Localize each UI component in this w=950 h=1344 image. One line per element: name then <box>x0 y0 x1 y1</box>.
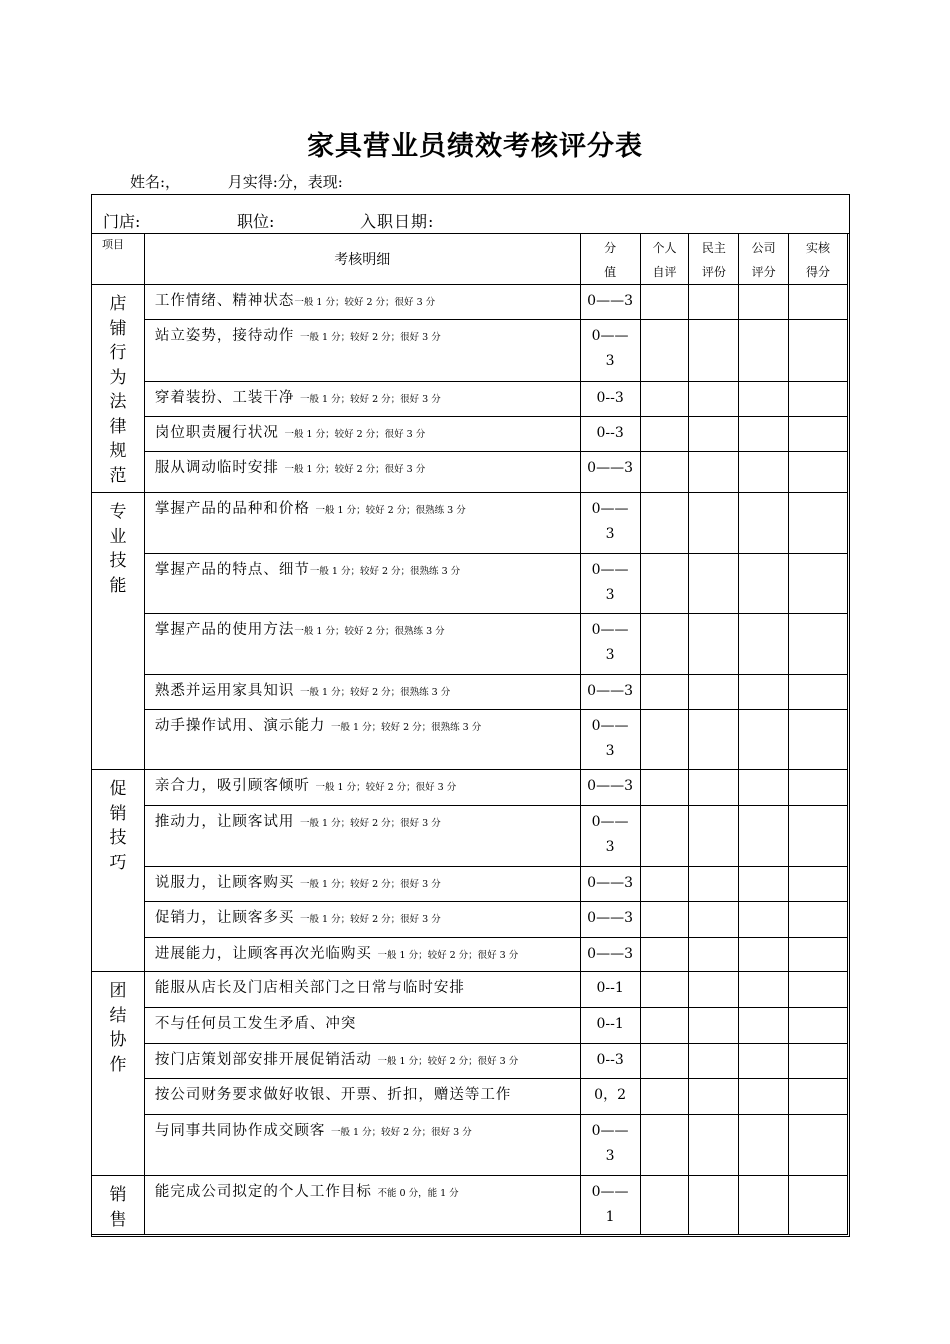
score-range: 0--3 <box>580 1044 640 1079</box>
democratic-eval-cell[interactable] <box>689 972 739 1008</box>
company-eval-cell[interactable] <box>739 382 789 417</box>
category-label: 专 业 技 能 <box>92 493 145 770</box>
company-eval-cell[interactable] <box>739 675 789 710</box>
self-eval-cell[interactable] <box>640 1044 689 1079</box>
criteria-description: 掌握产品的品种和价格 一般 1 分；较好 2 分；很熟练 3 分 <box>144 493 580 554</box>
score-range: 0—— 3 <box>580 554 640 614</box>
score-range: 0--3 <box>580 417 640 452</box>
criteria-description: 能完成公司拟定的个人工作目标 不能 0 分，能 1 分 <box>144 1176 580 1235</box>
table-row <box>92 382 848 417</box>
table-row <box>92 1176 848 1235</box>
self-eval-cell[interactable] <box>640 614 689 675</box>
actual-score-cell[interactable] <box>789 1115 848 1176</box>
democratic-eval-cell[interactable] <box>689 452 739 493</box>
self-eval-cell[interactable] <box>640 452 689 493</box>
table-row <box>92 938 848 972</box>
criteria-description: 推动力，让顾客试用 一般 1 分；较好 2 分；很好 3 分 <box>144 806 580 867</box>
self-eval-cell[interactable] <box>640 554 689 614</box>
evaluation-sheet <box>91 194 850 1237</box>
criteria-description: 按公司财务要求做好收银、开票、折扣，赠送等工作 <box>144 1079 580 1115</box>
self-eval-cell[interactable] <box>640 493 689 554</box>
democratic-eval-cell[interactable] <box>689 770 739 806</box>
company-eval-cell[interactable] <box>739 902 789 938</box>
criteria-description: 穿着装扮、工装干净 一般 1 分；较好 2 分；很好 3 分 <box>144 382 580 417</box>
scoring-note: 一般 1 分；较好 2 分；很好 3 分 <box>284 429 426 440</box>
table-row <box>92 417 848 452</box>
actual-score-cell[interactable] <box>789 806 848 867</box>
actual-score-cell[interactable] <box>789 770 848 806</box>
employee-info-line: 姓名:， 月实得:分，表现: <box>130 173 343 191</box>
header-project: 项目 <box>92 234 145 285</box>
table-row <box>92 806 848 867</box>
scoring-note: 一般 1 分；较好 2 分；很好 3 分 <box>299 914 441 925</box>
criteria-description: 不与任何员工发生矛盾、冲突 <box>144 1008 580 1044</box>
actual-score-cell[interactable] <box>789 285 848 320</box>
scoring-note: 一般 1 分；较好 2 分；很好 3 分 <box>315 782 457 793</box>
header-row <box>92 234 848 285</box>
democratic-eval-cell[interactable] <box>689 902 739 938</box>
category-label: 店 铺 行 为 法 律 规 范 <box>92 285 145 493</box>
self-eval-cell[interactable] <box>640 902 689 938</box>
score-range: 0—— 3 <box>580 320 640 382</box>
democratic-eval-cell[interactable] <box>689 614 739 675</box>
democratic-eval-cell[interactable] <box>689 675 739 710</box>
actual-score-cell[interactable] <box>789 452 848 493</box>
table-row <box>92 770 848 806</box>
score-range: 0—— 3 <box>580 1115 640 1176</box>
democratic-eval-cell[interactable] <box>689 1008 739 1044</box>
company-eval-cell[interactable] <box>739 493 789 554</box>
democratic-eval-cell[interactable] <box>689 1176 739 1235</box>
criteria-description: 促销力，让顾客多买 一般 1 分；较好 2 分；很好 3 分 <box>144 902 580 938</box>
democratic-eval-cell[interactable] <box>689 867 739 902</box>
score-range: 0——3 <box>580 770 640 806</box>
actual-score-cell[interactable] <box>789 614 848 675</box>
self-eval-cell[interactable] <box>640 285 689 320</box>
company-eval-cell[interactable] <box>739 972 789 1008</box>
header-company-eval: 公司 评分 <box>739 234 789 285</box>
score-range: 0——3 <box>580 902 640 938</box>
table-row <box>92 320 848 382</box>
score-range: 0—— 1 <box>580 1176 640 1235</box>
self-eval-cell[interactable] <box>640 675 689 710</box>
criteria-description: 动手操作试用、演示能力 一般 1 分；较好 2 分；很熟练 3 分 <box>144 710 580 770</box>
self-eval-cell[interactable] <box>640 938 689 972</box>
scoring-note: 一般 1 分；较好 2 分；很好 3 分 <box>284 464 426 475</box>
scoring-note: 一般 1 分；较好 2 分；很好 3 分 <box>299 332 441 343</box>
democratic-eval-cell[interactable] <box>689 1115 739 1176</box>
democratic-eval-cell[interactable] <box>689 710 739 770</box>
democratic-eval-cell[interactable] <box>689 1079 739 1115</box>
actual-score-cell[interactable] <box>789 320 848 382</box>
criteria-description: 服从调动临时安排 一般 1 分；较好 2 分；很好 3 分 <box>144 452 580 493</box>
scoring-note: 一般 1 分；较好 2 分；很熟练 3 分 <box>299 687 451 698</box>
actual-score-cell[interactable] <box>789 867 848 902</box>
actual-score-cell[interactable] <box>789 938 848 972</box>
democratic-eval-cell[interactable] <box>689 417 739 452</box>
criteria-description: 岗位职责履行状况 一般 1 分；较好 2 分；很好 3 分 <box>144 417 580 452</box>
company-eval-cell[interactable] <box>739 770 789 806</box>
democratic-eval-cell[interactable] <box>689 806 739 867</box>
scoring-note: 不能 0 分，能 1 分 <box>377 1188 459 1199</box>
company-eval-cell[interactable] <box>739 1044 789 1079</box>
table-row <box>92 1044 848 1079</box>
header-detail: 考核明细 <box>144 234 580 285</box>
company-eval-cell[interactable] <box>739 452 789 493</box>
democratic-eval-cell[interactable] <box>689 320 739 382</box>
scoring-note: 一般 1 分；较好 2 分；很好 3 分 <box>330 1127 472 1138</box>
scoring-note: 一般 1 分；较好 2 分；很好 3 分 <box>299 394 441 405</box>
self-eval-cell[interactable] <box>640 806 689 867</box>
table-row <box>92 1079 848 1115</box>
table-row <box>92 972 848 1008</box>
self-eval-cell[interactable] <box>640 710 689 770</box>
header-score: 分 值 <box>580 234 640 285</box>
table-row <box>92 902 848 938</box>
scoring-note: 一般 1 分；较好 2 分；很好 3 分 <box>377 950 519 961</box>
scoring-note: 一般 1 分；较好 2 分；很好 3 分 <box>299 879 441 890</box>
scoring-note: 一般 1 分；较好 2 分；很熟练 3 分 <box>315 505 466 516</box>
table-row <box>92 285 848 320</box>
actual-score-cell[interactable] <box>789 1044 848 1079</box>
header-self-eval: 个人 自评 <box>640 234 689 285</box>
self-eval-cell[interactable] <box>640 1115 689 1176</box>
table-row <box>92 614 848 675</box>
criteria-description: 按门店策划部安排开展促销活动 一般 1 分；较好 2 分；很好 3 分 <box>144 1044 580 1079</box>
democratic-eval-cell[interactable] <box>689 938 739 972</box>
actual-score-cell[interactable] <box>789 902 848 938</box>
company-eval-cell[interactable] <box>739 614 789 675</box>
democratic-eval-cell[interactable] <box>689 285 739 320</box>
company-eval-cell[interactable] <box>739 285 789 320</box>
actual-score-cell[interactable] <box>789 417 848 452</box>
actual-score-cell[interactable] <box>789 972 848 1008</box>
table-row <box>92 1115 848 1176</box>
criteria-description: 熟悉并运用家具知识 一般 1 分；较好 2 分；很熟练 3 分 <box>144 675 580 710</box>
company-eval-cell[interactable] <box>739 554 789 614</box>
score-range: 0—— 3 <box>580 710 640 770</box>
scoring-note: 一般 1 分；较好 2 分；很好 3 分 <box>294 297 436 308</box>
criteria-description: 与同事共同协作成交顾客 一般 1 分；较好 2 分；很好 3 分 <box>144 1115 580 1176</box>
self-eval-cell[interactable] <box>640 1008 689 1044</box>
democratic-eval-cell[interactable] <box>689 554 739 614</box>
self-eval-cell[interactable] <box>640 320 689 382</box>
democratic-eval-cell[interactable] <box>689 493 739 554</box>
scoring-note: 一般 1 分；较好 2 分；很熟练 3 分 <box>294 626 445 637</box>
table-row <box>92 675 848 710</box>
hire-date-label: 入职日期: <box>360 212 435 231</box>
self-eval-cell[interactable] <box>640 382 689 417</box>
score-range: 0—— 3 <box>580 806 640 867</box>
self-eval-cell[interactable] <box>640 417 689 452</box>
table-row <box>92 1008 848 1044</box>
criteria-description: 亲合力，吸引顾客倾听 一般 1 分；较好 2 分；很好 3 分 <box>144 770 580 806</box>
meta-row <box>92 195 849 234</box>
criteria-description: 工作情绪、精神状态一般 1 分；较好 2 分；很好 3 分 <box>144 285 580 320</box>
self-eval-cell[interactable] <box>640 1176 689 1235</box>
score-range: 0——3 <box>580 675 640 710</box>
criteria-description: 能服从店长及门店相关部门之日常与临时安排 <box>144 972 580 1008</box>
company-eval-cell[interactable] <box>739 710 789 770</box>
company-eval-cell[interactable] <box>739 320 789 382</box>
company-eval-cell[interactable] <box>739 1079 789 1115</box>
scoring-note: 一般 1 分；较好 2 分；很熟练 3 分 <box>330 722 482 733</box>
company-eval-cell[interactable] <box>739 417 789 452</box>
criteria-description: 掌握产品的使用方法一般 1 分；较好 2 分；很熟练 3 分 <box>144 614 580 675</box>
score-range: 0，2 <box>580 1079 640 1115</box>
company-eval-cell[interactable] <box>739 1008 789 1044</box>
actual-score-cell[interactable] <box>789 382 848 417</box>
actual-score-cell[interactable] <box>789 1079 848 1115</box>
header-democratic-eval: 民主 评份 <box>689 234 739 285</box>
score-range: 0--3 <box>580 382 640 417</box>
scoring-note: 一般 1 分；较好 2 分；很好 3 分 <box>299 818 441 829</box>
score-range: 0——3 <box>580 285 640 320</box>
democratic-eval-cell[interactable] <box>689 382 739 417</box>
score-range: 0——3 <box>580 867 640 902</box>
page-title: 家具营业员绩效考核评分表 <box>307 131 643 162</box>
score-range: 0——3 <box>580 938 640 972</box>
criteria-description: 掌握产品的特点、细节一般 1 分；较好 2 分；很熟练 3 分 <box>144 554 580 614</box>
criteria-description: 站立姿势，接待动作 一般 1 分；较好 2 分；很好 3 分 <box>144 320 580 382</box>
actual-score-cell[interactable] <box>789 493 848 554</box>
header-actual-score: 实核 得分 <box>789 234 848 285</box>
company-eval-cell[interactable] <box>739 806 789 867</box>
self-eval-cell[interactable] <box>640 867 689 902</box>
category-label: 销 售 <box>92 1176 145 1235</box>
actual-score-cell[interactable] <box>789 1176 848 1235</box>
position-label: 职位: <box>237 212 275 231</box>
score-range: 0--1 <box>580 972 640 1008</box>
table-row <box>92 493 848 554</box>
score-range: 0—— 3 <box>580 614 640 675</box>
score-range: 0—— 3 <box>580 493 640 554</box>
actual-score-cell[interactable] <box>789 675 848 710</box>
score-range: 0--1 <box>580 1008 640 1044</box>
scoring-note: 一般 1 分；较好 2 分；很熟练 3 分 <box>309 566 461 577</box>
score-range: 0——3 <box>580 452 640 493</box>
criteria-description: 进展能力，让顾客再次光临购买 一般 1 分；较好 2 分；很好 3 分 <box>144 938 580 972</box>
category-label: 团 结 协 作 <box>92 972 145 1176</box>
self-eval-cell[interactable] <box>640 1079 689 1115</box>
criteria-description: 说服力，让顾客购买 一般 1 分；较好 2 分；很好 3 分 <box>144 867 580 902</box>
scoring-note: 一般 1 分；较好 2 分；很好 3 分 <box>377 1056 519 1067</box>
self-eval-cell[interactable] <box>640 770 689 806</box>
category-label: 促 销 技 巧 <box>92 770 145 972</box>
company-eval-cell[interactable] <box>739 867 789 902</box>
company-eval-cell[interactable] <box>739 1115 789 1176</box>
table-row <box>92 554 848 614</box>
company-eval-cell[interactable] <box>739 938 789 972</box>
evaluation-table <box>91 233 848 1235</box>
table-row <box>92 867 848 902</box>
table-row <box>92 710 848 770</box>
actual-score-cell[interactable] <box>789 710 848 770</box>
self-eval-cell[interactable] <box>640 972 689 1008</box>
store-label: 门店: <box>103 212 141 231</box>
actual-score-cell[interactable] <box>789 554 848 614</box>
company-eval-cell[interactable] <box>739 1176 789 1235</box>
actual-score-cell[interactable] <box>789 1008 848 1044</box>
table-row <box>92 452 848 493</box>
democratic-eval-cell[interactable] <box>689 1044 739 1079</box>
